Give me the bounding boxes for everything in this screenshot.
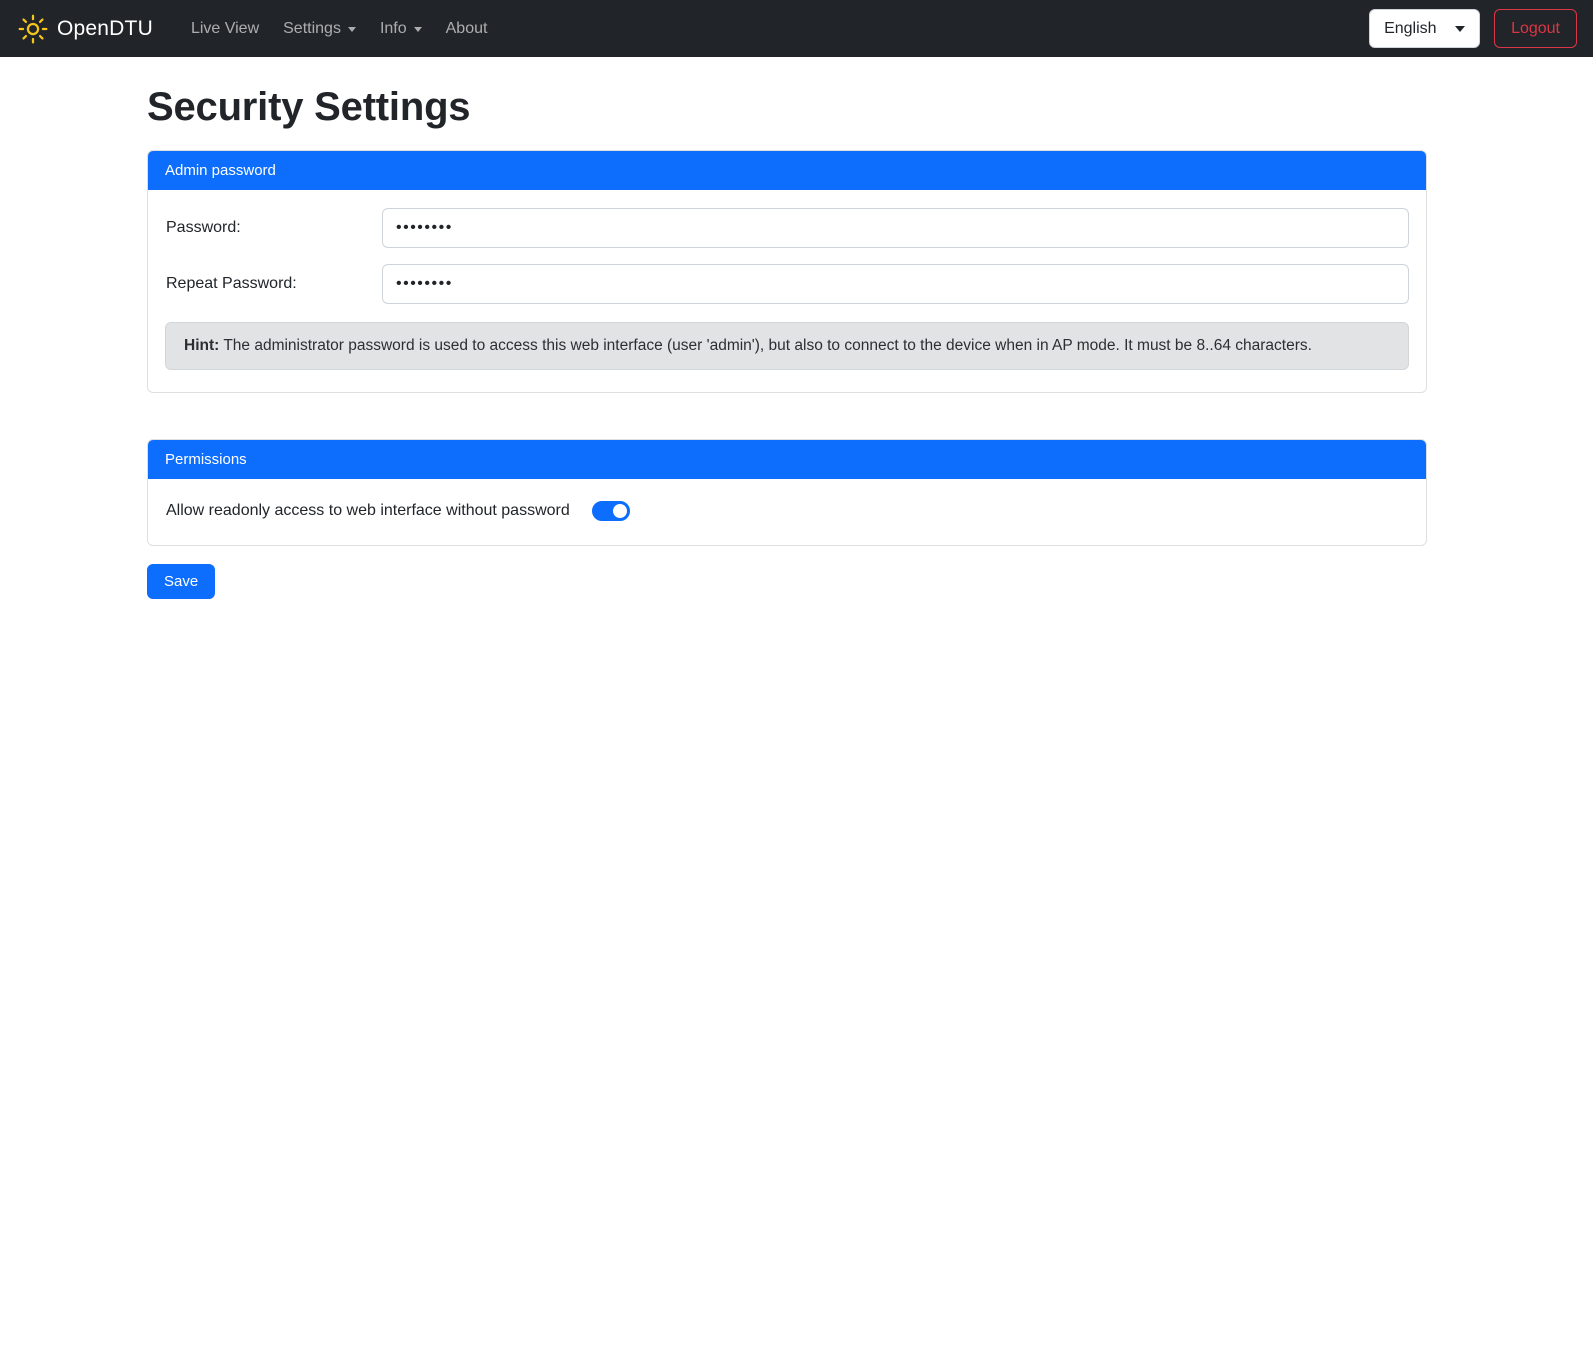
nav-item-label: Settings [283, 19, 341, 37]
nav-item-label: About [445, 19, 488, 37]
permissions-card-body [148, 479, 1426, 545]
nav-item-live-view[interactable] [179, 12, 271, 46]
save-button[interactable]: Save [147, 564, 215, 599]
chevron-down-icon [348, 27, 356, 32]
toggle-knob [613, 504, 627, 518]
nav-item-about[interactable] [434, 12, 500, 46]
readonly-access-row [165, 497, 1409, 523]
chevron-down-icon [414, 27, 422, 32]
permissions-card-header: Permissions [148, 440, 1426, 479]
readonly-access-label: Allow readonly access to web interface without password [166, 502, 570, 519]
nav-item-info[interactable] [368, 12, 434, 46]
nav-item-settings[interactable] [271, 12, 368, 46]
page-title: Security Settings [147, 85, 471, 129]
brand-label: OpenDTU [57, 16, 153, 40]
nav-item-label: Live View [190, 19, 260, 37]
hint-title: Hint: [184, 337, 220, 354]
language-select-wrapper [1369, 9, 1480, 48]
repeat-password-row [165, 264, 1409, 304]
hint-text: The administrator password is used to access this web interface (user 'admin'), but also to connect to the device when in AP mode. It must be 8..64 characters. [219, 337, 1312, 354]
language-select[interactable] [1369, 9, 1480, 48]
admin-password-card-body [148, 190, 1426, 392]
password-label: Password: [166, 219, 241, 236]
navbar [0, 0, 1593, 57]
readonly-access-toggle[interactable] [592, 501, 630, 521]
password-hint [165, 322, 1409, 370]
page-container [0, 85, 1593, 599]
admin-password-card [147, 150, 1427, 393]
admin-password-card-header: Admin password [148, 151, 1426, 190]
sun-icon [18, 14, 48, 44]
permissions-card [147, 439, 1427, 546]
navbar-right [1369, 9, 1577, 48]
card-spacer [0, 393, 1593, 439]
logout-button[interactable]: Logout [1494, 9, 1577, 48]
password-row [165, 208, 1409, 248]
nav-item-label: Info [379, 19, 407, 37]
repeat-password-input[interactable] [382, 264, 1409, 304]
password-input[interactable] [382, 208, 1409, 248]
repeat-password-label: Repeat Password: [166, 275, 297, 292]
nav-links [179, 12, 500, 46]
brand[interactable] [18, 14, 153, 44]
